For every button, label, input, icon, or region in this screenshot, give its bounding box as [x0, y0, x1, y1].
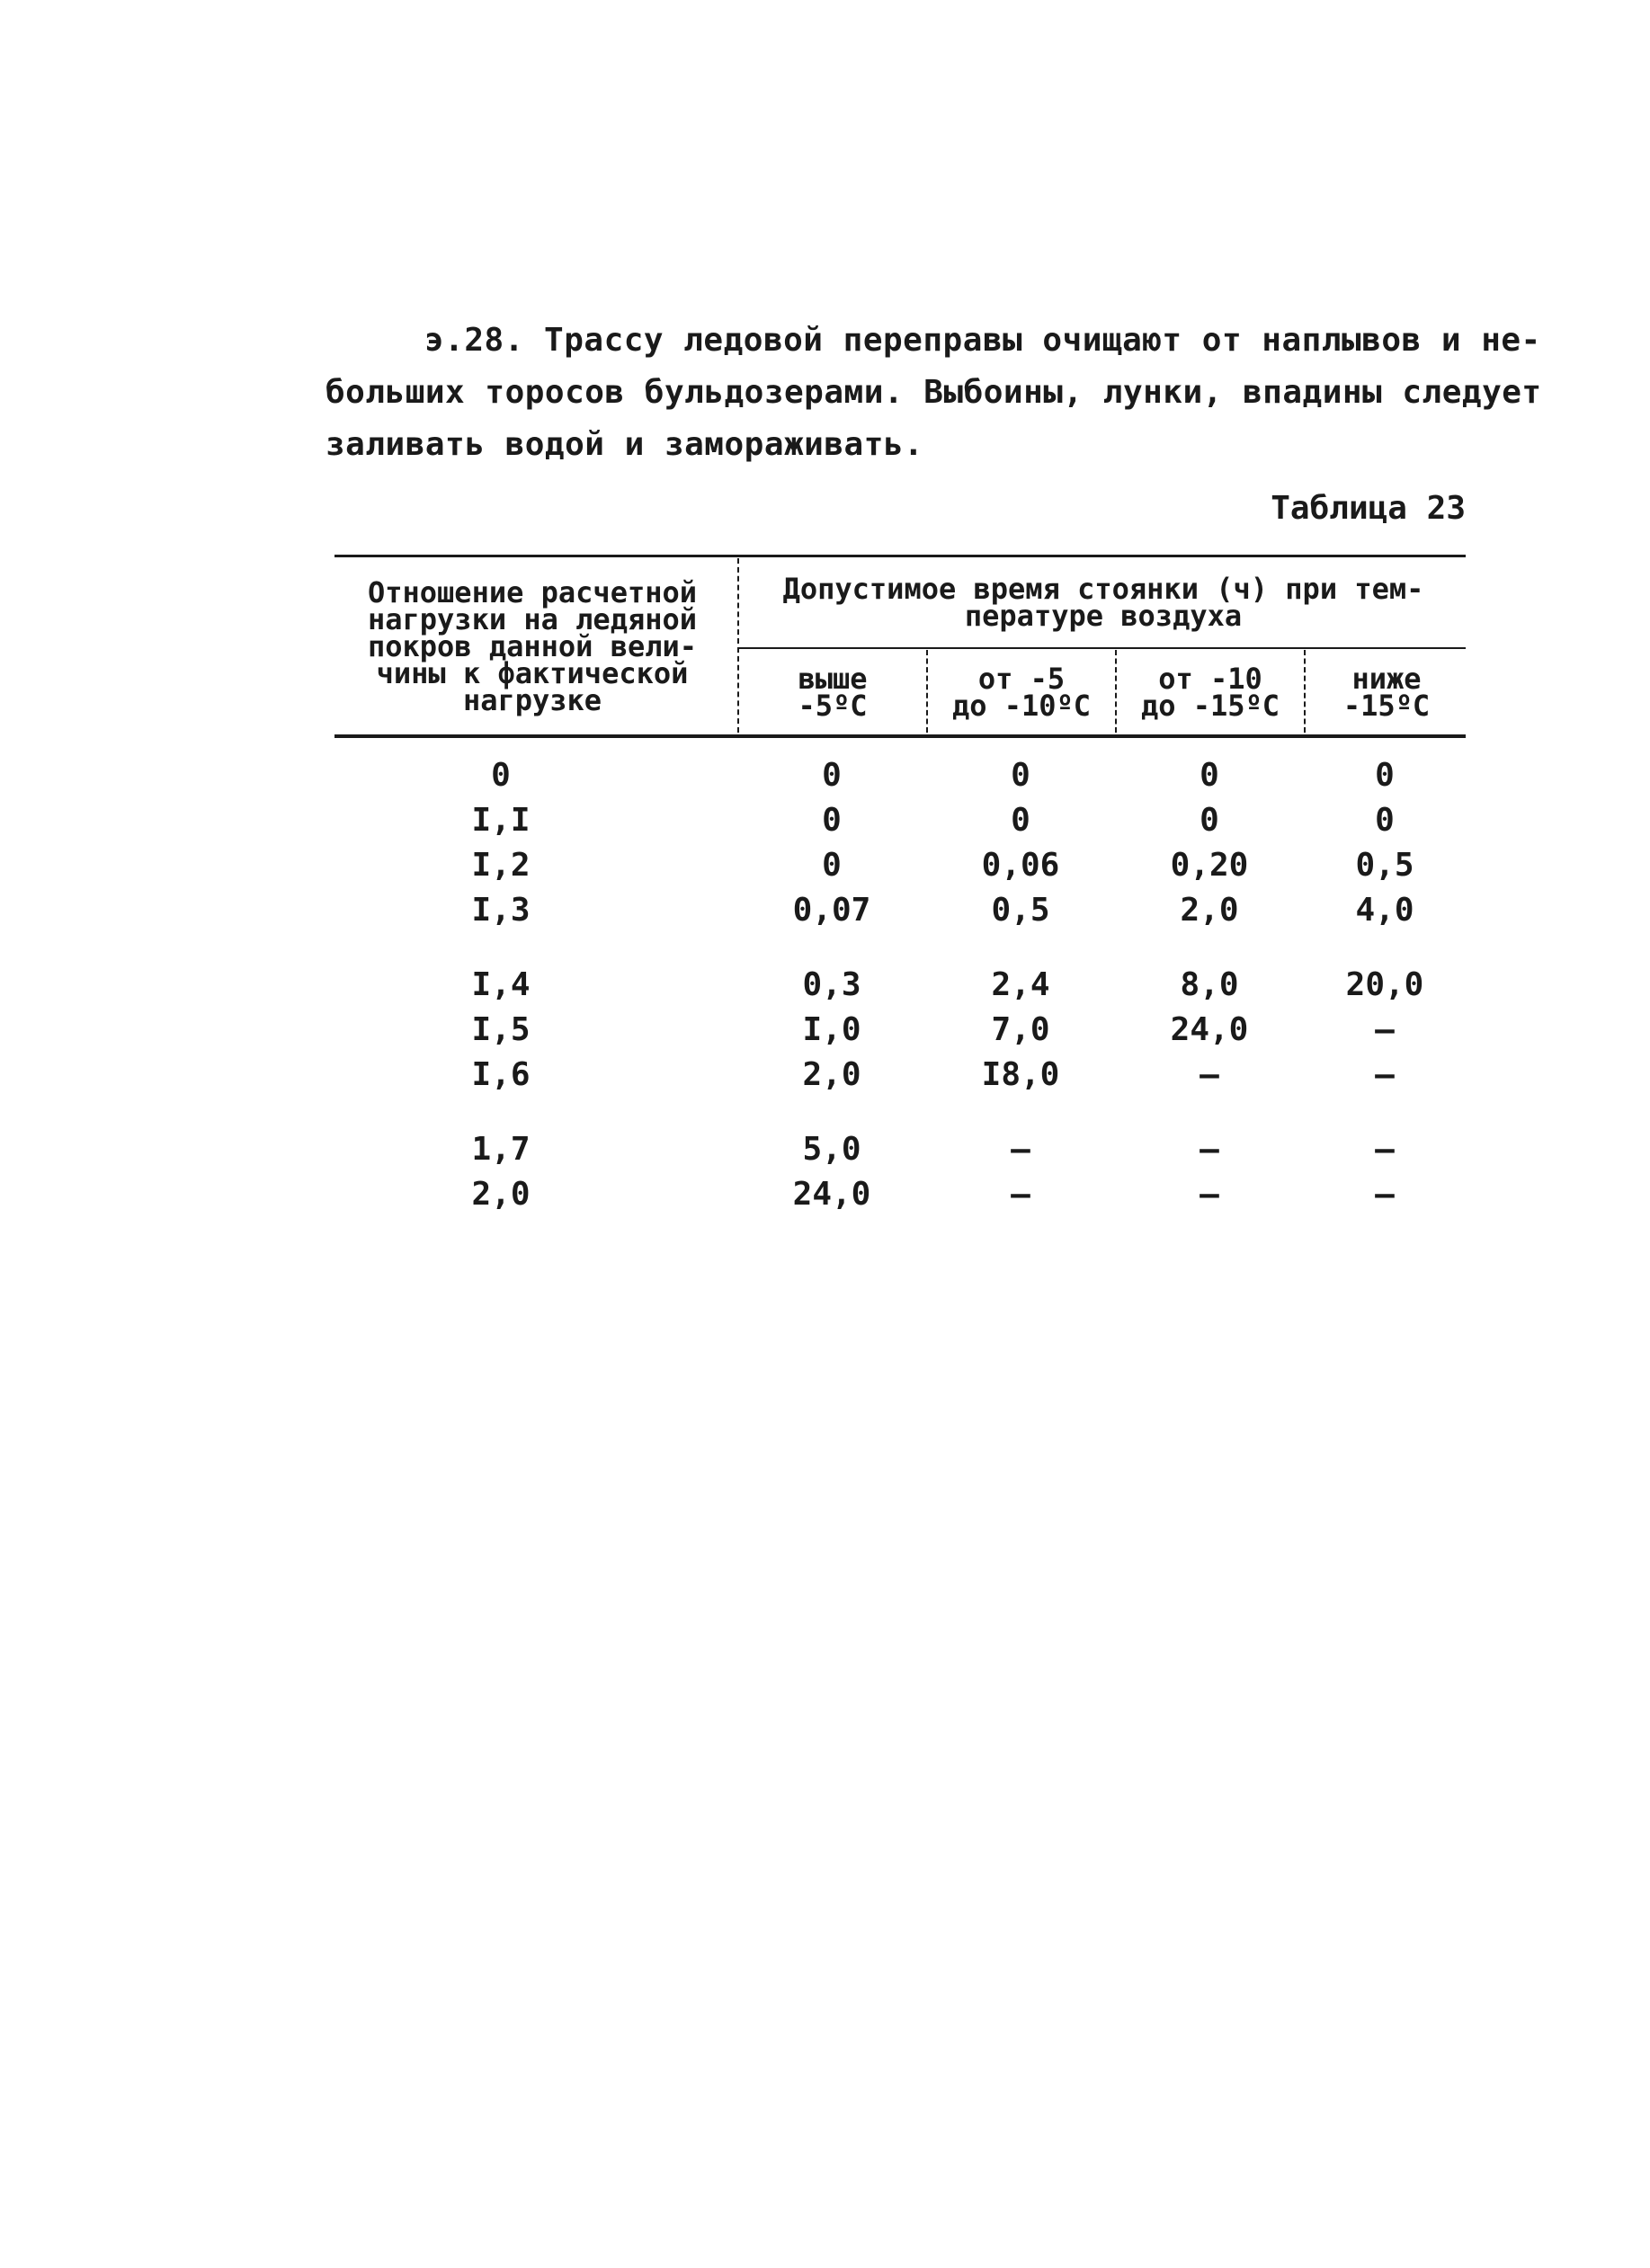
header-col2-line: от -5	[977, 662, 1066, 696]
table-row	[334, 798, 1466, 843]
cell-ratio: I,2	[471, 847, 531, 884]
header-col2-line: до -10ºС	[951, 689, 1092, 723]
cell-minus5-minus10: I8,0	[981, 1056, 1060, 1093]
cell-ratio: 2,0	[471, 1176, 531, 1213]
cell-minus10-minus15: 0	[1200, 802, 1219, 839]
table-row	[334, 1008, 1466, 1053]
header-col4-line: -15ºС	[1342, 689, 1431, 723]
header-col3-line: от -10	[1158, 662, 1262, 696]
header-col4-line: ниже	[1351, 662, 1422, 696]
table-top-rule	[334, 555, 1466, 557]
cell-minus5-minus10: 0	[1011, 757, 1030, 794]
header-group-line: Допустимое время стоянки (ч) при тем-	[782, 572, 1424, 606]
cell-ratio: I,I	[471, 802, 531, 839]
cell-minus5-minus10: 0	[1011, 802, 1030, 839]
cell-ratio: 1,7	[471, 1131, 531, 1168]
table-caption: Таблица 23	[1271, 490, 1466, 527]
cell-ratio: I,5	[471, 1011, 531, 1048]
header-col1-line: -5ºС	[798, 689, 868, 723]
cell-above-minus5: 0	[822, 847, 842, 884]
header-col3-line: до -15ºС	[1140, 689, 1280, 723]
cell-minus10-minus15: 0,20	[1170, 847, 1249, 884]
cell-minus5-minus10: 0,5	[991, 892, 1050, 929]
paragraph-line-1: э.28. Трассу ледовой переправы очищают от наплывов и не-	[424, 322, 1541, 359]
cell-above-minus5: 5,0	[802, 1131, 861, 1168]
cell-above-minus5: 2,0	[802, 1056, 861, 1093]
cell-above-minus5: 0,3	[802, 966, 861, 1003]
cell-below-minus15: 4,0	[1355, 892, 1414, 929]
header-divider-2	[1115, 650, 1117, 733]
cell-below-minus15: –	[1375, 1131, 1395, 1168]
cell-minus10-minus15: –	[1200, 1176, 1219, 1213]
cell-minus5-minus10: 7,0	[991, 1011, 1050, 1048]
cell-minus10-minus15: 24,0	[1170, 1011, 1249, 1048]
cell-below-minus15: –	[1375, 1011, 1395, 1048]
cell-below-minus15: –	[1375, 1176, 1395, 1213]
header-ratio-line: нагрузки на ледяной	[367, 602, 698, 636]
header-ratio-line: нагрузке	[462, 683, 602, 717]
paragraph-line-2: больших торосов бульдозерами. Выбоины, лунки, впадины следует	[326, 374, 1542, 411]
cell-minus5-minus10: 2,4	[991, 966, 1050, 1003]
cell-ratio: I,3	[471, 892, 531, 929]
cell-below-minus15: –	[1375, 1056, 1395, 1093]
table-row	[334, 963, 1466, 1008]
header-minus10-minus15	[1119, 652, 1302, 733]
cell-minus10-minus15: –	[1200, 1056, 1219, 1093]
header-divider-1	[926, 650, 928, 733]
cell-minus10-minus15: –	[1200, 1131, 1219, 1168]
cell-below-minus15: 20,0	[1345, 966, 1424, 1003]
cell-below-minus15: 0	[1375, 802, 1395, 839]
header-ratio-line: Отношение расчетной	[367, 575, 698, 609]
header-ratio-line: чины к фактической	[376, 656, 689, 690]
cell-minus10-minus15: 0	[1200, 757, 1219, 794]
cell-below-minus15: 0,5	[1355, 847, 1414, 884]
header-divider-3	[1304, 650, 1306, 733]
header-ratio	[334, 562, 730, 731]
header-ratio-line: покров данной вели-	[367, 629, 698, 663]
table-header-bottom-rule	[334, 734, 1466, 738]
table-row	[334, 1172, 1466, 1217]
header-above-minus5	[741, 652, 924, 733]
cell-minus5-minus10: –	[1011, 1131, 1030, 1168]
table-row	[334, 888, 1466, 933]
cell-minus5-minus10: 0,06	[981, 847, 1060, 884]
header-group-line: пературе воздуха	[964, 599, 1243, 633]
table-row	[334, 1127, 1466, 1172]
header-below-minus15	[1307, 652, 1466, 733]
cell-above-minus5: 24,0	[792, 1176, 871, 1213]
cell-below-minus15: 0	[1375, 757, 1395, 794]
header-col1-line: выше	[798, 662, 868, 696]
cell-ratio: I,6	[471, 1056, 531, 1093]
header-divider-main	[737, 558, 739, 733]
cell-above-minus5: I,0	[802, 1011, 861, 1048]
cell-minus10-minus15: 8,0	[1180, 966, 1239, 1003]
paragraph-5-28	[326, 315, 1542, 471]
table-row	[334, 1053, 1466, 1098]
cell-ratio: 0	[491, 757, 511, 794]
cell-above-minus5: 0	[822, 802, 842, 839]
cell-minus5-minus10: –	[1011, 1176, 1030, 1213]
table-row	[334, 753, 1466, 798]
header-minus5-minus10	[930, 652, 1113, 733]
paragraph-line-3: заливать водой и замораживать.	[326, 426, 924, 463]
header-time-group	[741, 560, 1466, 645]
table-row	[334, 843, 1466, 888]
cell-above-minus5: 0,07	[792, 892, 871, 929]
cell-above-minus5: 0	[822, 757, 842, 794]
cell-ratio: I,4	[471, 966, 531, 1003]
cell-minus10-minus15: 2,0	[1180, 892, 1239, 929]
table-subheader-rule	[737, 647, 1466, 649]
